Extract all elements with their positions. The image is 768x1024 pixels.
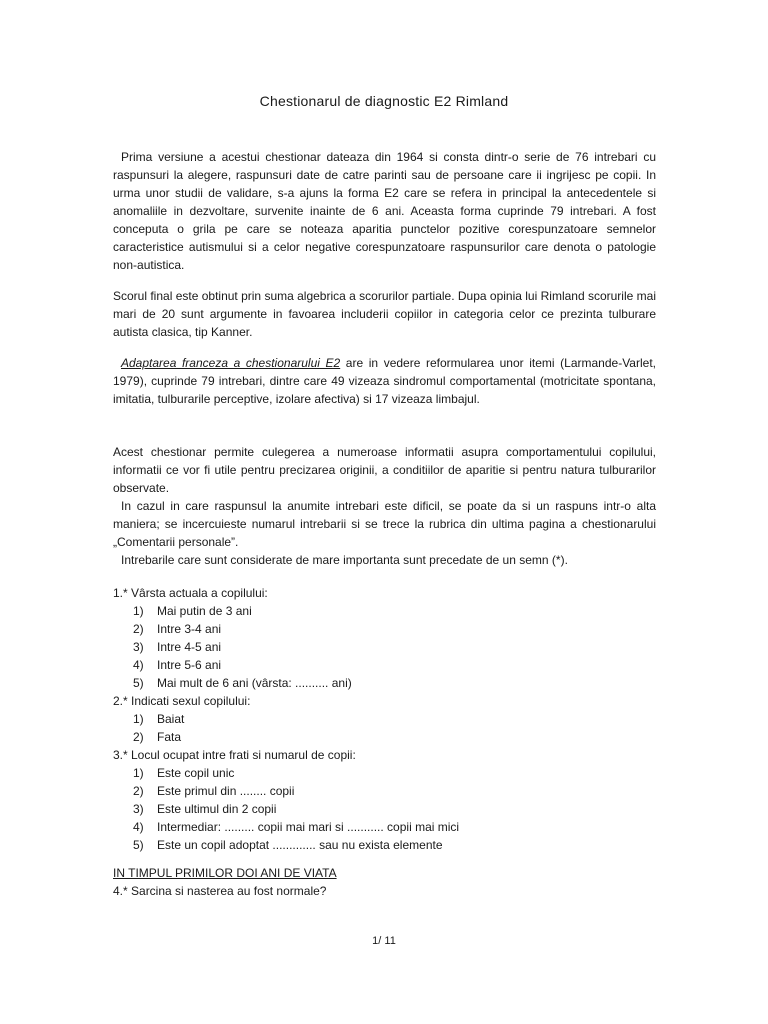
question-options [113,764,656,854]
option-item [113,836,656,854]
option-text: Este primul din ........ copii [157,784,295,798]
option-number: 5) [133,838,144,852]
adaptation-rest: are in vedere reformularea unor itemi (Larmande-Varlet, 1979), cuprinde 79 intrebari, dintre care 49 vizeaza sindromul comportamental (motricitate spontana, imitatia, tulburarile perceptive, izolare afectiva) si 17 vizeaza limbajul. [113,356,656,406]
option-item [113,782,656,800]
instructions-text-2: In cazul in care raspunsul la anumite intrebari este dificil, se poate da si un raspuns intr-o alta maniera; se incercuieste numarul intrebarii si se trece la rubrica din ultima pagina a chestionarului „Comentarii personale”. [113,499,656,549]
option-number: 3) [133,640,144,654]
option-number: 2) [133,730,144,744]
option-item [113,710,656,728]
question-label: 1.* Vârsta actuala a copilului: [113,586,268,600]
instructions-text-1: Acest chestionar permite culegerea a numeroase informatii asupra comportamentului copilului, informatii ce vor fi utile pentru precizarea originii, a conditiilor de aparitie si pentru natura tulburarilor observate. [113,445,656,495]
paragraph-score-text: Scorul final este obtinut prin suma algebrica a scorurilor partiale. Dupa opinia lui Rimland scorurile mai mari de 20 sunt argumente in favoarea includerii copiilor in categoria celor ce prezinta tulburare autista clasica, tip Kanner. [113,289,656,339]
section-heading: IN TIMPUL PRIMILOR DOI ANI DE VIATA [113,866,337,880]
option-number: 1) [133,712,144,726]
option-item [113,620,656,638]
option-text: Intre 4-5 ani [157,640,222,654]
option-number: 2) [133,622,144,636]
option-item [113,800,656,818]
question-2 [113,692,656,746]
option-text: Este ultimul din 2 copii [157,802,277,816]
option-item [113,764,656,782]
paragraph-intro [113,148,656,274]
option-number: 4) [133,658,144,672]
option-text: Mai mult de 6 ani (vârsta: .......... ani) [157,676,352,690]
option-text: Mai putin de 3 ani [157,604,252,618]
paragraph-intro-text: Prima versiune a acestui chestionar dateaza din 1964 si consta dintr-o serie de 76 intrebari cu raspunsuri la alegere, raspunsuri date de catre parinti sau de persoane care ii ingrijesc pe copii. In urma unor studii de validare, s-a ajuns la forma E2 care se refera in principal la antecedentele si anomaliile in dezvoltare, survenite inainte de 6 ani. Aceasta forma cuprinde 79 intrebari. A fost conceputa o grila pe care se noteaza aparitia punctelor pozitive corespunzatoare semnelor caracteristice autismului si a celor negative corespunzatoare raspunsurilor care denota o patologie non-autistica. [113,150,656,272]
question-label: 2.* Indicati sexul copilului: [113,694,251,708]
option-number: 1) [133,766,144,780]
option-text: Este un copil adoptat ............. sau nu exista elemente [157,838,443,852]
option-item [113,674,656,692]
option-item [113,818,656,836]
option-number: 5) [133,676,144,690]
adaptation-lead: Adaptarea franceza a chestionarului E2 [121,356,341,370]
paragraph-adaptation [113,354,656,408]
option-text: Este copil unic [157,766,235,780]
document-title: Chestionarul de diagnostic E2 Rimland [259,93,509,109]
option-text: Intermediar: ......... copii mai mari si ........... copii mai mici [157,820,460,834]
option-item [113,602,656,620]
paragraph-adaptation-text [113,354,656,408]
question-3 [113,746,656,854]
paragraph-score [113,287,656,341]
option-item [113,638,656,656]
option-number: 3) [133,802,144,816]
instructions-text-3: Intrebarile care sunt considerate de mare importanta sunt precedate de un semn (*). [121,553,568,567]
option-number: 1) [133,604,144,618]
question-label: 3.* Locul ocupat intre frati si numarul de copii: [113,748,356,762]
question-1 [113,584,656,692]
option-text: Fata [157,730,182,744]
option-number: 4) [133,820,144,834]
question-options [113,710,656,746]
questions-list [113,584,656,900]
option-text: Intre 3-4 ani [157,622,222,636]
option-text: Intre 5-6 ani [157,658,222,672]
question-4-label: 4.* Sarcina si nasterea au fost normale? [113,884,327,898]
paragraph-instructions [113,443,656,569]
question-options [113,602,656,692]
option-number: 2) [133,784,144,798]
page-number: 1/ 11 [372,935,396,947]
option-text: Baiat [157,712,185,726]
option-item [113,656,656,674]
option-item [113,728,656,746]
